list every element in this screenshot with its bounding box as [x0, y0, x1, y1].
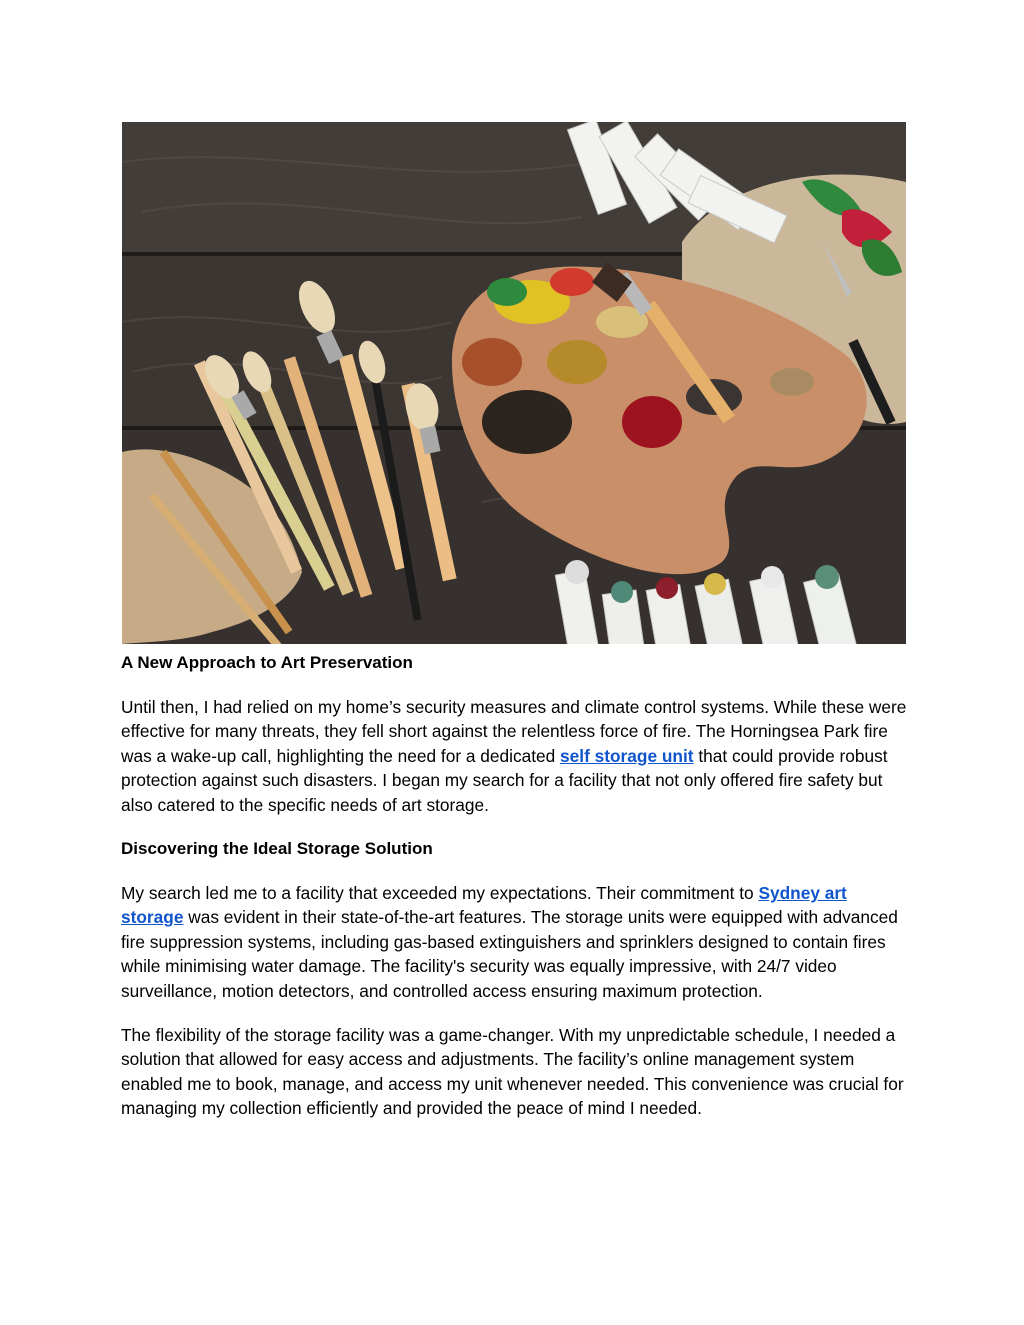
- paragraph-home-security: [121, 695, 911, 817]
- paragraph-flexibility: The flexibility of the storage facility was a game-changer. With my unpredictable schedule, I needed a solution that allowed for easy access and adjustments. The facility’s online management system enabled me to book, manage, and access my unit whenever needed. This convenience was crucial for managing my collection efficiently and provided the peace of mind I needed.: [121, 1025, 904, 1119]
- art-supplies-illustration: [122, 122, 906, 644]
- paragraph-text: that could provide robust protection against such disasters. I began my search for a facility that not only offered fire safety but also catered to the specific needs of art storage.: [121, 745, 888, 815]
- sydney-art-storage-link[interactable]: Sydney art storage: [121, 883, 847, 928]
- section-heading-art-preservation: A New Approach to Art Preservation: [121, 653, 413, 672]
- paragraph-text: My search led me to a facility that exceeded my expectations. Their commitment to: [121, 883, 759, 904]
- paragraph-text: was evident in their state-of-the-art features. The storage units were equipped with advanced fire suppression systems, including gas-based extinguishers and sprinklers designed to contain fires while minimising water damage. The facility's security was equally impressive, with 24/7 video surveillance, motion detectors, and controlled access ensuring maximum protection.: [121, 907, 898, 1001]
- paragraph-text: Until then, I had relied on my home’s security measures and climate control systems. While these were effective for many threats, they fell short against the relentless force of fire. The Horningsea Park fire was a wake-up call, highlighting the need for a dedicated: [121, 697, 907, 766]
- article-body: [121, 651, 911, 1141]
- paragraph-facility-features: [121, 881, 911, 1003]
- self-storage-unit-link[interactable]: self storage unit: [560, 745, 694, 766]
- section-heading-storage-solution: Discovering the Ideal Storage Solution: [121, 839, 433, 859]
- art-supplies-photo: [122, 122, 906, 644]
